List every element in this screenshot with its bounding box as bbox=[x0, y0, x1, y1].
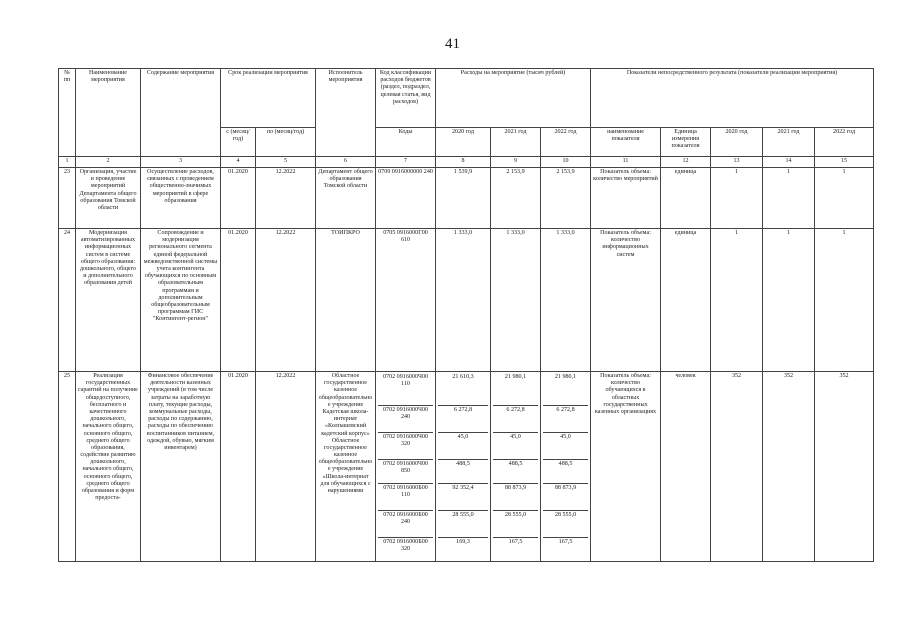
row-ind-2021: 352 bbox=[763, 372, 815, 562]
col-number: 9 bbox=[491, 157, 541, 168]
header-num: № пп bbox=[59, 69, 76, 157]
row-ind-2022: 352 bbox=[815, 372, 874, 562]
col-number: 4 bbox=[221, 157, 256, 168]
row-ind-unit: единица bbox=[661, 229, 711, 372]
sub-code: 0702 0916000Б00 240 bbox=[378, 511, 433, 538]
row-ind-unit: единица bbox=[661, 168, 711, 229]
col-number: 3 bbox=[141, 157, 221, 168]
header-term-from: с (месяц/год) bbox=[221, 128, 256, 157]
sub-exp-2022: 88 873,9 bbox=[543, 484, 588, 511]
column-numbers-row bbox=[59, 157, 874, 168]
row-code: 0705 0916000Г00 610 bbox=[376, 229, 436, 372]
header-exp-2021: 2021 год bbox=[491, 128, 541, 157]
row-exp-2020-stack bbox=[436, 372, 491, 562]
sub-exp-2022: 167,5 bbox=[558, 539, 573, 545]
sub-exp-2020: 92 352,4 bbox=[438, 484, 488, 511]
sub-exp-2021: 21 980,1 bbox=[493, 373, 538, 406]
row-num: 25 bbox=[59, 372, 76, 562]
header-exp-2022: 2022 год bbox=[541, 128, 591, 157]
sub-exp-2020: 488,5 bbox=[438, 460, 488, 484]
header-term-to: по (месяц/год) bbox=[256, 128, 316, 157]
header-ind-2021: 2021 год bbox=[763, 128, 815, 157]
row-ind-2021: 1 bbox=[763, 168, 815, 229]
col-number: 5 bbox=[256, 157, 316, 168]
col-number: 15 bbox=[815, 157, 874, 168]
col-number: 7 bbox=[376, 157, 436, 168]
sub-exp-2021: 28 555,0 bbox=[493, 511, 538, 538]
sub-exp-2020: 28 555,0 bbox=[438, 511, 488, 538]
header-exp-2020: 2020 год bbox=[436, 128, 491, 157]
sub-exp-2022: 45,0 bbox=[543, 433, 588, 460]
row-exp-2020: 1 333,0 bbox=[436, 229, 491, 372]
row-code-stack bbox=[376, 372, 436, 562]
row-content: Финансовое обеспечение деятельности казенных учреждений (в том числе затраты на заработную плату, текущие расходы, коммунальные расходы, расходы по содержанию, расходы по обеспечению воспитанников питанием, одеждой, обувью, мягким инвентарем) bbox=[141, 372, 221, 562]
row-from: 01.2020 bbox=[221, 168, 256, 229]
header-indicators: Показатели непосредственного результата (показатели реализации мероприятия) bbox=[591, 69, 874, 128]
sub-exp-2020: 21 610,3 bbox=[438, 373, 488, 406]
header-row bbox=[59, 69, 874, 128]
row-name: Реализация государственных гарантий на получение общедоступного, бесплатного и качественного дошкольного, начального общего, основного общего, среднего общего образования, содействие развитию дошкольного, начального общего, основного общего, среднего общего образования и форм предоста- bbox=[76, 372, 141, 562]
col-number: 2 bbox=[76, 157, 141, 168]
sub-exp-2021: 88 873,9 bbox=[493, 484, 538, 511]
row-ind-2020: 352 bbox=[711, 372, 763, 562]
row-exp-2021-stack bbox=[491, 372, 541, 562]
row-exp-2022: 1 333,0 bbox=[541, 229, 591, 372]
table-row bbox=[59, 229, 874, 372]
row-content: Сопровождение и модернизация регионального сегмента единой федеральной межведомственной системы учета контингента обучающихся по основным образовательным программам и дополнительным общеобразовательным программам ГИС "Контингент-регион" bbox=[141, 229, 221, 372]
row-to: 12.2022 bbox=[256, 168, 316, 229]
sub-code: 0702 0916000Б00 110 bbox=[378, 484, 433, 511]
header-term: Срок реализации мероприятия bbox=[221, 69, 316, 128]
sub-code: 0702 0916000Ч00 320 bbox=[378, 433, 433, 460]
row-num: 24 bbox=[59, 229, 76, 372]
row-ind-name: Показатель объема: количество информационных систем bbox=[591, 229, 661, 372]
sub-exp-2022: 488,5 bbox=[543, 460, 588, 484]
sub-exp-2022: 6 272,8 bbox=[543, 406, 588, 433]
row-exp-2022-stack bbox=[541, 372, 591, 562]
sub-code: 0702 0916000Ч00 110 bbox=[378, 373, 433, 406]
header-codes: Коды bbox=[376, 128, 436, 157]
sub-exp-2020: 6 272,8 bbox=[438, 406, 488, 433]
sub-exp-2021: 6 272,8 bbox=[493, 406, 538, 433]
row-ind-name: Показатель объема: количество мероприятий bbox=[591, 168, 661, 229]
row-name: Организация, участие и проведение мероприятий Департамента общего образования Томской области bbox=[76, 168, 141, 229]
row-ind-2022: 1 bbox=[815, 168, 874, 229]
header-ind-2020: 2020 год bbox=[711, 128, 763, 157]
row-exp-2020: 1 539,9 bbox=[436, 168, 491, 229]
header-executor: Исполнитель мероприятия bbox=[316, 69, 376, 157]
row-to: 12.2022 bbox=[256, 372, 316, 562]
row-from: 01.2020 bbox=[221, 229, 256, 372]
row-exp-2022: 2 153,9 bbox=[541, 168, 591, 229]
row-ind-2022: 1 bbox=[815, 229, 874, 372]
row-code: 0709 0916000000 240 bbox=[376, 168, 436, 229]
sub-exp-2022: 28 555,0 bbox=[543, 511, 588, 538]
col-number: 11 bbox=[591, 157, 661, 168]
row-from: 01.2020 bbox=[221, 372, 256, 562]
row-to: 12.2022 bbox=[256, 229, 316, 372]
row-num: 23 bbox=[59, 168, 76, 229]
sub-exp-2021: 488,5 bbox=[493, 460, 538, 484]
sub-exp-2021: 167,5 bbox=[508, 539, 523, 545]
sub-exp-2022: 21 980,1 bbox=[543, 373, 588, 406]
header-content: Содержание мероприятия bbox=[141, 69, 221, 157]
sub-code: 0702 0916000Ч00 240 bbox=[378, 406, 433, 433]
header-ind-name: наименование показателя bbox=[591, 128, 661, 157]
header-ind-unit: Единица измерения показателя bbox=[661, 128, 711, 157]
table-row bbox=[59, 372, 874, 562]
row-ind-2020: 1 bbox=[711, 168, 763, 229]
col-number: 8 bbox=[436, 157, 491, 168]
row-exp-2021: 2 153,9 bbox=[491, 168, 541, 229]
table-row bbox=[59, 168, 874, 229]
col-number: 6 bbox=[316, 157, 376, 168]
sub-exp-2020: 45,0 bbox=[438, 433, 488, 460]
header-code: Код классификации расходов бюджетов (раздел, подраздел, целевая статья, вид расходов) bbox=[376, 69, 436, 128]
page-number: 41 bbox=[445, 36, 460, 52]
row-exp-2021: 1 333,0 bbox=[491, 229, 541, 372]
row-name: Модернизация автоматизированных информационных систем в системе общего образования: дошкольного, общего и дополнительного образования детей bbox=[76, 229, 141, 372]
sub-exp-2020: 169,3 bbox=[456, 539, 470, 545]
row-ind-2021: 1 bbox=[763, 229, 815, 372]
sub-code: 0702 0916000Ч00 850 bbox=[378, 460, 433, 484]
col-number: 13 bbox=[711, 157, 763, 168]
sub-code: 0702 0916000Б00 320 bbox=[383, 539, 428, 553]
col-number: 10 bbox=[541, 157, 591, 168]
header-ind-2022: 2022 год bbox=[815, 128, 874, 157]
header-name: Наименование мероприятия bbox=[76, 69, 141, 157]
col-number: 12 bbox=[661, 157, 711, 168]
row-executor: Областное государственное казенное общеобразовательное учреждение Кадетская школа-интернат «Колпашевский кадетский корпус» Областное государственное казенное общеобразовательное учреждение «Школа-интернат для обучающихся с нарушениями bbox=[316, 372, 376, 562]
row-ind-2020: 1 bbox=[711, 229, 763, 372]
col-number: 1 bbox=[59, 157, 76, 168]
row-ind-name: Показатель объема: количество обучающихся в областных государственных казенных организациях bbox=[591, 372, 661, 562]
measures-table bbox=[58, 68, 874, 562]
header-expenses: Расходы на мероприятие (тысяч рублей) bbox=[436, 69, 591, 128]
row-content: Осуществление расходов, связанных с проведением общественно-значимых мероприятий в сфере образования bbox=[141, 168, 221, 229]
sub-exp-2021: 45,0 bbox=[493, 433, 538, 460]
row-executor: ТОИПКРО bbox=[316, 229, 376, 372]
col-number: 14 bbox=[763, 157, 815, 168]
row-ind-unit: человек bbox=[661, 372, 711, 562]
row-executor: Департамент общего образования Томской области bbox=[316, 168, 376, 229]
